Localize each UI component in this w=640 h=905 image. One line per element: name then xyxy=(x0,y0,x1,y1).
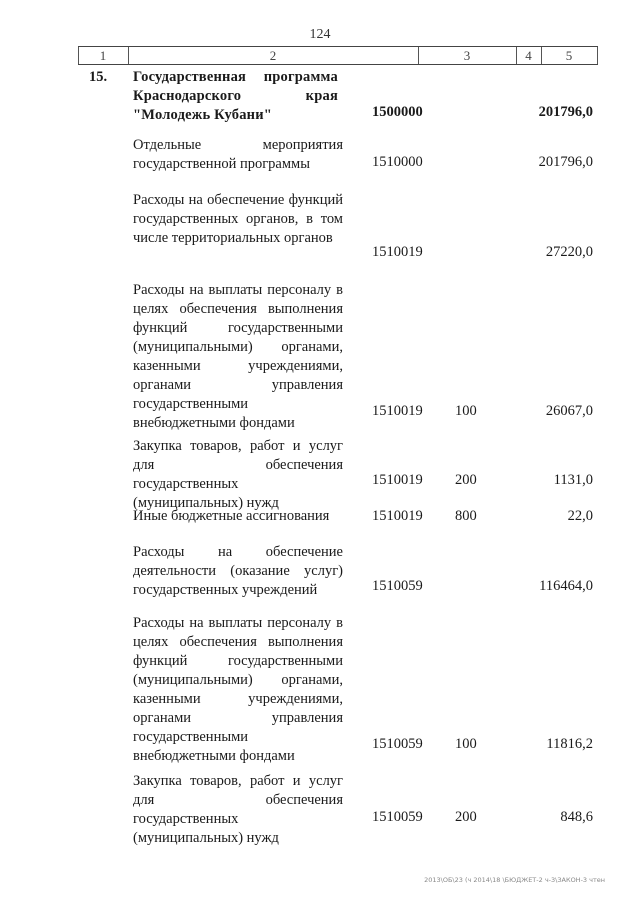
row-name: Иные бюджетные ассигнования xyxy=(133,508,330,524)
page-number: 124 xyxy=(309,27,331,42)
row-expense-type: 100 xyxy=(455,736,477,752)
file-path-footer: 2013\ОБ\23 (ч 2014\18 \БЮДЖЕТ-2 ч-3\ЗАКОН-3 чтен xyxy=(424,876,605,884)
row-name: Закупка товаров, работ и услуг для обеспечения государственных (муниципальных) нужд xyxy=(133,773,343,846)
row-amount: 1131,0 xyxy=(553,472,593,488)
header-col-5: 5 xyxy=(565,48,573,63)
row-code: 1500000 xyxy=(372,104,423,120)
row-amount: 26067,0 xyxy=(545,403,593,419)
row-code: 1510000 xyxy=(372,154,423,170)
row-expense-type: 200 xyxy=(455,809,477,825)
header-col-3: 3 xyxy=(463,48,471,63)
row-name: Государственная программа Краснодарского края "Молодежь Кубани" xyxy=(133,69,338,123)
row-code: 1510059 xyxy=(372,578,423,594)
row-expense-type: 100 xyxy=(455,403,477,419)
row-amount: 116464,0 xyxy=(539,578,593,594)
row-amount: 201796,0 xyxy=(538,104,593,120)
row-expense-type: 800 xyxy=(455,508,477,524)
header-col-2: 2 xyxy=(269,48,277,63)
row-code: 1510019 xyxy=(372,508,423,524)
row-amount: 22,0 xyxy=(567,508,593,524)
row-code: 1510019 xyxy=(372,403,423,419)
row-number: 15. xyxy=(89,69,108,85)
row-code: 1510059 xyxy=(372,736,423,752)
row-name: Расходы на обеспечение функций государственных органов, в том числе территориальных органов xyxy=(133,192,343,246)
row-amount: 11816,2 xyxy=(546,736,593,752)
row-amount: 848,6 xyxy=(560,809,593,825)
row-code: 1510019 xyxy=(372,472,423,488)
row-name: Расходы на обеспечение деятельности (оказание услуг) государственных учреждений xyxy=(133,544,343,598)
row-expense-type: 200 xyxy=(455,472,477,488)
header-col-4: 4 xyxy=(525,48,532,63)
header-divider xyxy=(597,47,598,64)
header-col-1: 1 xyxy=(99,48,107,63)
row-name: Отдельные мероприятия государственной программы xyxy=(133,137,343,172)
row-amount: 201796,0 xyxy=(538,154,593,170)
row-name: Расходы на выплаты персоналу в целях обеспечения выполнения функций государственными (муниципальными) органами, казенными учреждениями, органами управления государственными внебюджетными фондами xyxy=(133,282,343,431)
row-name: Расходы на выплаты персоналу в целях обеспечения выполнения функций государственными (муниципальными) органами, казенными учреждениями, органами управления государственными внебюджетными фондами xyxy=(133,615,343,764)
row-code: 1510019 xyxy=(372,244,423,260)
row-code: 1510059 xyxy=(372,809,423,825)
row-name: Закупка товаров, работ и услуг для обеспечения государственных (муниципальных) нужд xyxy=(133,438,343,511)
row-amount: 27220,0 xyxy=(545,244,593,260)
table-header xyxy=(78,46,598,65)
